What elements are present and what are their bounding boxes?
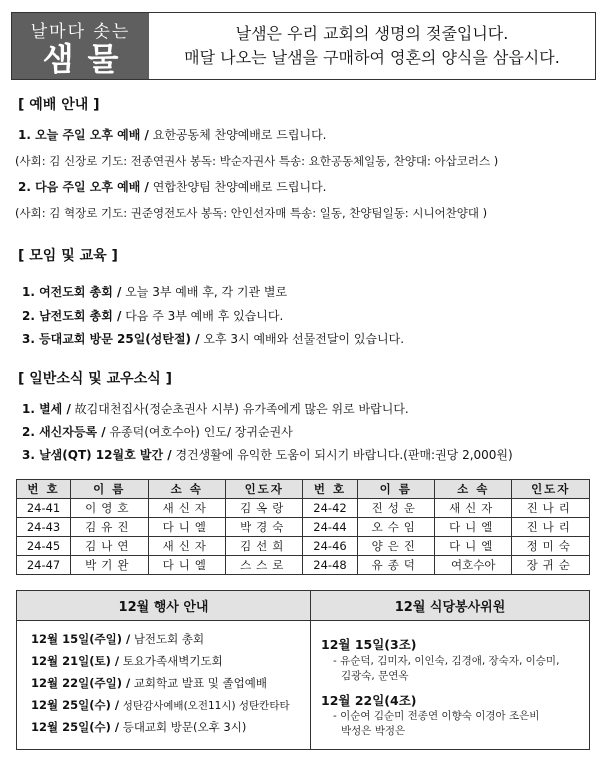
meetings-item-2 (22, 307, 283, 324)
table-cell: 24-43 (17, 518, 71, 537)
table-cell: 양은진 (357, 537, 434, 556)
table-header-row (17, 480, 590, 499)
bulletin-header (11, 12, 596, 80)
table-cell: 스스로 (226, 556, 303, 575)
table-row (17, 518, 590, 537)
table-cell: 정미숙 (512, 537, 590, 556)
event-date: 12월 25일(수) / (31, 720, 120, 734)
meetings-item-3-head: 3. 등대교회 방문 25일(성탄절) / (22, 332, 200, 346)
worship-item-1 (18, 126, 326, 143)
table-cell: 장귀순 (512, 556, 590, 575)
table-cell: 새신자 (148, 537, 225, 556)
table-cell: 다니엘 (435, 537, 512, 556)
table-cell: 진나리 (512, 499, 590, 518)
column-header: 소 속 (435, 480, 512, 499)
news-item-2-head: 2. 새신자등록 / (22, 425, 106, 439)
events-column (17, 591, 311, 749)
event-item (31, 697, 290, 713)
table-cell: 24-44 (303, 518, 357, 537)
worship-item-2-head: 2. 다음 주일 오후 예배 / (18, 180, 149, 194)
news-item-2 (22, 423, 293, 440)
brand-subtitle: 날마다 솟는 (30, 21, 131, 42)
kitchen-column (311, 591, 589, 749)
meetings-item-1-text: 오늘 3부 예배 후, 각 기관 별로 (125, 285, 288, 299)
column-header: 이 름 (71, 480, 148, 499)
worship-section-title: [ 예배 안내 ] (18, 97, 100, 113)
meetings-section-title: [ 모임 및 교육 ] (18, 248, 118, 264)
motto (149, 13, 595, 79)
kitchen-group-1-names (333, 654, 559, 684)
table-row (17, 537, 590, 556)
worship-item-1-detail: (사회: 김 신장로 기도: 전종연권사 봉독: 박순자권사 특송: 요한공동체일동, 찬양대: 아삽코러스 ) (15, 154, 499, 168)
event-date: 12월 15일(주일) / (31, 632, 131, 646)
meetings-item-3 (22, 330, 404, 347)
kitchen-title: 12월 식당봉사위원 (311, 591, 589, 621)
meetings-item-3-text: 오후 3시 예배와 선물전달이 있습니다. (203, 332, 405, 346)
motto-line-1: 날샘은 우리 교회의 생명의 젖줄입니다. (235, 24, 509, 43)
news-item-2-text: 유종덕(여호수아) 인도/ 장귀순권사 (109, 425, 293, 439)
new-member-table (16, 479, 590, 575)
kitchen-group-2-date: 12월 22일(4조) (321, 693, 417, 708)
news-item-1-head: 1. 별세 / (22, 402, 71, 416)
news-item-3-text: 경건생활에 유익한 도움이 되시기 바랍니다.(판매:권당 2,000원) (175, 448, 513, 462)
table-cell: 유종덕 (357, 556, 434, 575)
worship-item-1-head: 1. 오늘 주일 오후 예배 / (18, 128, 149, 142)
table-cell: 24-41 (17, 499, 71, 518)
kitchen-group-2-names-line-2: 박성은 박정은 (341, 725, 406, 737)
kitchen-group-2-names-line-1: - 이순여 김순미 전종연 이향숙 이경아 조은비 (333, 710, 540, 722)
kitchen-group-2-names (333, 709, 539, 739)
brand-box (12, 13, 149, 79)
event-date: 12월 21일(토) / (31, 654, 120, 668)
column-header: 번 호 (17, 480, 71, 499)
worship-item-1-text: 요한공동체 찬양예배로 드립니다. (152, 128, 327, 142)
table-cell: 24-45 (17, 537, 71, 556)
event-text: 남전도회 총회 (133, 632, 205, 646)
table-cell: 오수임 (357, 518, 434, 537)
table-cell: 24-47 (17, 556, 71, 575)
table-cell: 김선희 (226, 537, 303, 556)
event-item (31, 653, 223, 669)
table-cell: 24-42 (303, 499, 357, 518)
event-text: 등대교회 방문(오후 3시) (122, 720, 247, 734)
table-cell: 진성운 (357, 499, 434, 518)
table-cell: 다니엘 (148, 518, 225, 537)
meetings-item-2-text: 다음 주 3부 예배 후 있습니다. (125, 309, 284, 323)
event-text: 교회학교 발표 및 졸업예배 (133, 676, 267, 690)
news-item-3-head: 3. 날샘(QT) 12월호 발간 / (22, 448, 172, 462)
news-item-1 (22, 400, 409, 417)
table-cell: 진나리 (512, 518, 590, 537)
event-item (31, 631, 204, 647)
news-item-3 (22, 446, 513, 463)
table-cell: 다니엘 (148, 556, 225, 575)
table-cell: 새신자 (148, 499, 225, 518)
meetings-item-1-head: 1. 여전도회 총회 / (22, 285, 122, 299)
kitchen-group-1-date: 12월 15일(3조) (321, 637, 417, 652)
table-cell: 이영호 (71, 499, 148, 518)
column-header: 인도자 (226, 480, 303, 499)
kitchen-group-1-names-line-1: - 유순덕, 김미자, 이인숙, 김경애, 장숙자, 이승미, (333, 655, 560, 667)
table-row (17, 556, 590, 575)
worship-item-2 (18, 178, 326, 195)
kitchen-group-1-names-line-2: 김광숙, 문연옥 (341, 670, 409, 682)
brand-title: 샘물 (42, 39, 133, 78)
worship-item-2-text: 연합찬양팀 찬양예배로 드립니다. (152, 180, 327, 194)
table-cell: 24-46 (303, 537, 357, 556)
event-date: 12월 22일(주일) / (31, 676, 131, 690)
events-title: 12월 행사 안내 (17, 591, 310, 621)
table-cell: 김옥랑 (226, 499, 303, 518)
event-date: 12월 25일(수) / (31, 698, 120, 712)
worship-item-2-detail: (사회: 김 혁장로 기도: 권준영전도사 봉독: 안인선자매 특송: 일동, 찬양팀일동: 시니어찬양대 ) (15, 206, 488, 220)
motto-line-2: 매달 나오는 날샘을 구매하여 영혼의 양식을 삼읍시다. (184, 48, 560, 67)
event-text: 토요가족새벽기도회 (122, 654, 223, 668)
news-section-title: [ 일반소식 및 교우소식 ] (18, 371, 173, 387)
event-text: 성탄감사예배(오전11시) 성탄칸타타 (122, 700, 290, 712)
table-cell: 24-48 (303, 556, 357, 575)
column-header: 인도자 (512, 480, 590, 499)
table-cell: 박경숙 (226, 518, 303, 537)
column-header: 이 름 (357, 480, 434, 499)
news-item-1-text: 故김대천집사(정순초권사 시부) 유가족에게 많은 위로 바랍니다. (74, 402, 409, 416)
column-header: 번 호 (303, 480, 357, 499)
event-item (31, 675, 267, 691)
table-cell: 다니엘 (435, 518, 512, 537)
table-cell: 여호수아 (435, 556, 512, 575)
meetings-item-1 (22, 283, 287, 300)
meetings-item-2-head: 2. 남전도회 총회 / (22, 309, 122, 323)
table-cell: 김나연 (71, 537, 148, 556)
table-cell: 새신자 (435, 499, 512, 518)
event-item (31, 719, 246, 735)
table-cell: 김유진 (71, 518, 148, 537)
column-header: 소 속 (148, 480, 225, 499)
table-cell: 박기완 (71, 556, 148, 575)
table-row (17, 499, 590, 518)
schedule-box (16, 590, 590, 750)
